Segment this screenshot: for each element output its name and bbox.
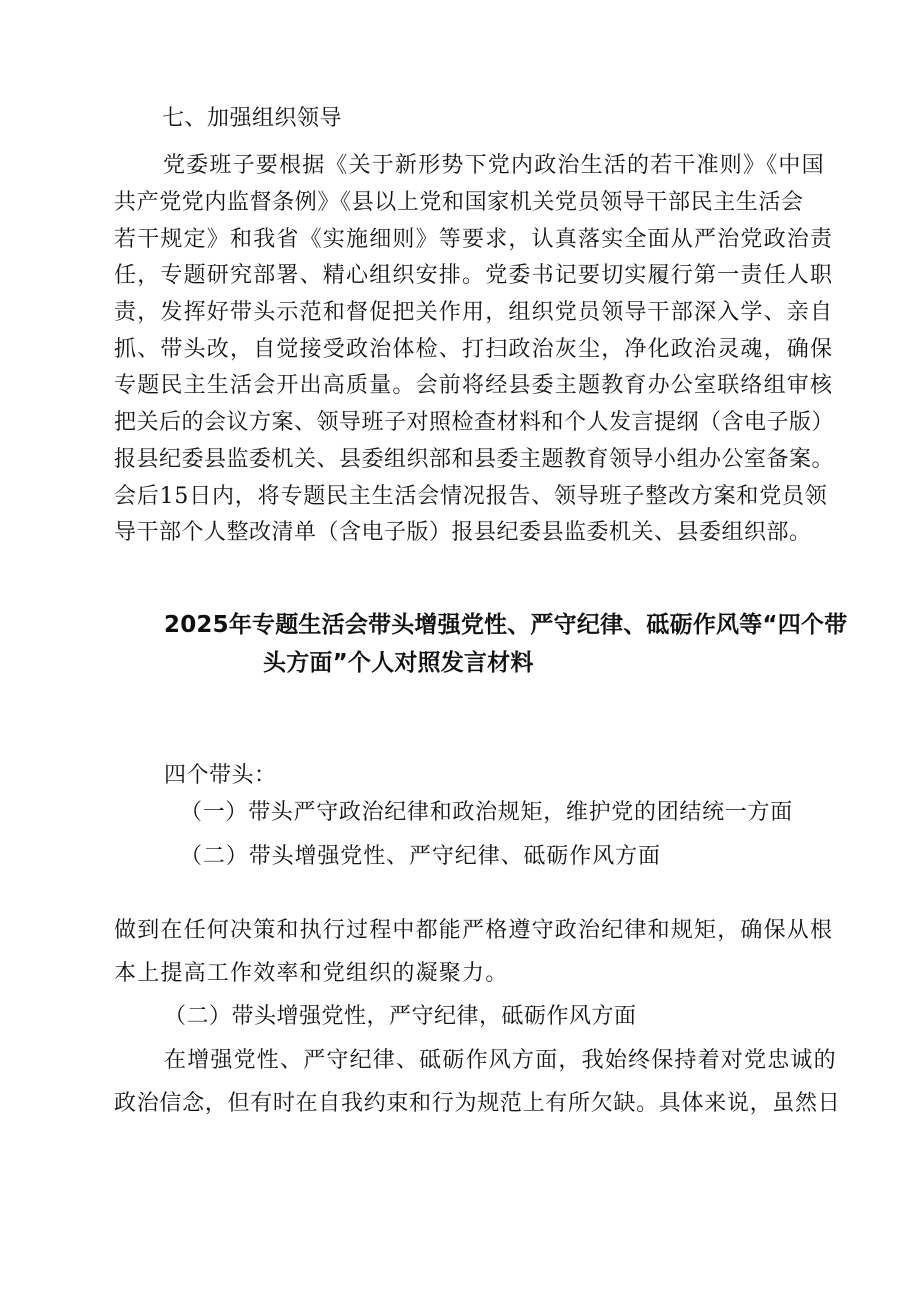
paragraph-line: 抓、带头改，自觉接受政治体检、打扫政治灰尘，净化政治灵魂，确保 [114, 337, 834, 362]
paragraph-line: 若干规定》和我省《实施细则》等要求，认真落实全面从严治党政治责 [114, 227, 834, 252]
paragraph-line: 报县纪委县监委机关、县委组织部和县委主题教育领导小组办公室备案。 [114, 447, 835, 472]
paragraph-line: 责，发挥好带头示范和督促把关作用，组织党员领导干部深入学、亲自 [114, 300, 834, 325]
paragraph-line: 做到在任何决策和执行过程中都能严格遵守政治纪律和规矩，确保从根 [114, 918, 834, 943]
section-heading: 七、加强组织领导 [162, 106, 343, 131]
paragraph-line: 任，专题研究部署、精心组织安排。党委书记要切实履行第一责任人职 [114, 263, 834, 288]
paragraph-line: 共产党党内监督条例》《县以上党和国家机关党员领导干部民主生活会 [114, 190, 804, 215]
paragraph-line: 会后15日内，将专题民主生活会情况报告、领导班子整改方案和党员领 [114, 484, 828, 509]
outline-item-1: （一）带头严守政治纪律和政治规矩，维护党的团结统一方面 [180, 800, 793, 825]
paragraph-line: 把关后的会议方案、领导班子对照检查材料和个人发言提纲（含电子版） [114, 410, 835, 435]
paragraph-line: 专题民主生活会开出高质量。会前将经县委主题教育办公室联络组审核 [114, 373, 834, 398]
paragraph-line: 本上提高工作效率和党组织的凝聚力。 [114, 961, 509, 986]
paragraph-line: 导干部个人整改清单（含电子版）报县纪委县监委机关、县委组织部。 [114, 520, 812, 545]
outline-item-2: （二）带头增强党性、严守纪律、砥砺作风方面 [180, 844, 661, 869]
paragraph-line: 党委班子要根据《关于新形势下党内政治生活的若干准则》《中国 [163, 153, 825, 178]
paragraph-line: 在增强党性、严守纪律、砥砺作风方面，我始终保持着对党忠诚的 [164, 1048, 837, 1073]
subsection-heading: （二）带头增强党性，严守纪律，砥砺作风方面 [164, 1004, 637, 1029]
document-title-line-1: 2025年专题生活会带头增强党性、严守纪律、砥砺作风等“四个带 [164, 612, 848, 638]
document-title-line-2: 头方面”个人对照发言材料 [263, 650, 534, 676]
outline-intro: 四个带头： [164, 763, 277, 788]
paragraph-line: 政治信念，但有时在自我约束和行为规范上有所欠缺。具体来说，虽然日 [114, 1091, 841, 1116]
